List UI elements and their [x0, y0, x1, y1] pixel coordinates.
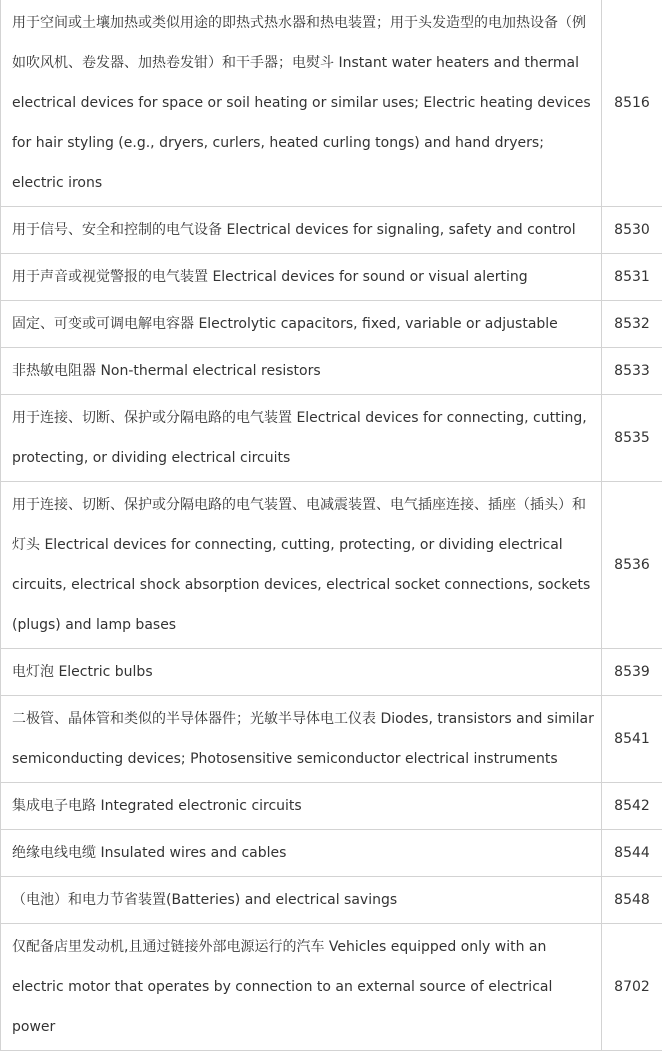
table-row: [1, 301, 662, 348]
row-hs-code: 8539: [602, 649, 662, 696]
table-row: [1, 696, 662, 783]
row-description: 用于连接、切断、保护或分隔电路的电气装置 Electrical devices for connecting, cutting, protecting, or dividing electrical circuits: [1, 395, 602, 482]
table-row: [1, 482, 662, 649]
row-hs-code: 8542: [602, 783, 662, 830]
row-hs-code: 8531: [602, 254, 662, 301]
table-row: [1, 0, 662, 207]
row-description: 用于空间或土壤加热或类似用途的即热式热水器和热电装置；用于头发造型的电加热设备（例如吹风机、卷发器、加热卷发钳）和干手器；电熨斗 Instant water heaters and thermal electrical devices for space or soil heating or similar uses; Electric heating devices for hair styling (e.g., dryers, curlers, heated curling tongs) and hand dryers; electric irons: [1, 0, 602, 207]
row-hs-code: 8532: [602, 301, 662, 348]
row-hs-code: 8548: [602, 877, 662, 924]
row-description: 集成电子电路 Integrated electronic circuits: [1, 783, 602, 830]
table-row: [1, 924, 662, 1051]
row-hs-code: 8535: [602, 395, 662, 482]
row-description: 固定、可变或可调电解电容器 Electrolytic capacitors, fixed, variable or adjustable: [1, 301, 602, 348]
table-row: [1, 254, 662, 301]
row-description: （电池）和电力节省装置(Batteries) and electrical savings: [1, 877, 602, 924]
row-description: 仅配备店里发动机,且通过链接外部电源运行的汽车 Vehicles equipped only with an electric motor that operates by connection to an external source of electrical power: [1, 924, 602, 1051]
row-description: 绝缘电线电缆 Insulated wires and cables: [1, 830, 602, 877]
row-hs-code: 8530: [602, 207, 662, 254]
row-description: 用于信号、安全和控制的电气设备 Electrical devices for signaling, safety and control: [1, 207, 602, 254]
row-description: 二极管、晶体管和类似的半导体器件；光敏半导体电工仪表 Diodes, transistors and similar semiconducting devices; Photosensitive semiconductor electrical instruments: [1, 696, 602, 783]
row-hs-code: 8702: [602, 924, 662, 1051]
row-hs-code: 8541: [602, 696, 662, 783]
row-hs-code: 8536: [602, 482, 662, 649]
table-row: [1, 348, 662, 395]
row-hs-code: 8533: [602, 348, 662, 395]
table-row: [1, 877, 662, 924]
row-hs-code: 8516: [602, 0, 662, 207]
row-description: 用于声音或视觉警报的电气装置 Electrical devices for sound or visual alerting: [1, 254, 602, 301]
table-row: [1, 783, 662, 830]
table-row: [1, 649, 662, 696]
table-row: [1, 395, 662, 482]
row-hs-code: 8544: [602, 830, 662, 877]
row-description: 用于连接、切断、保护或分隔电路的电气装置、电减震装置、电气插座连接、插座（插头）和灯头 Electrical devices for connecting, cutting, protecting, or dividing electrical circuits, electrical shock absorption devices, electrical socket connections, sockets (plugs) and lamp bases: [1, 482, 602, 649]
row-description: 非热敏电阻器 Non-thermal electrical resistors: [1, 348, 602, 395]
row-description: 电灯泡 Electric bulbs: [1, 649, 602, 696]
table-row: [1, 830, 662, 877]
table-row: [1, 207, 662, 254]
